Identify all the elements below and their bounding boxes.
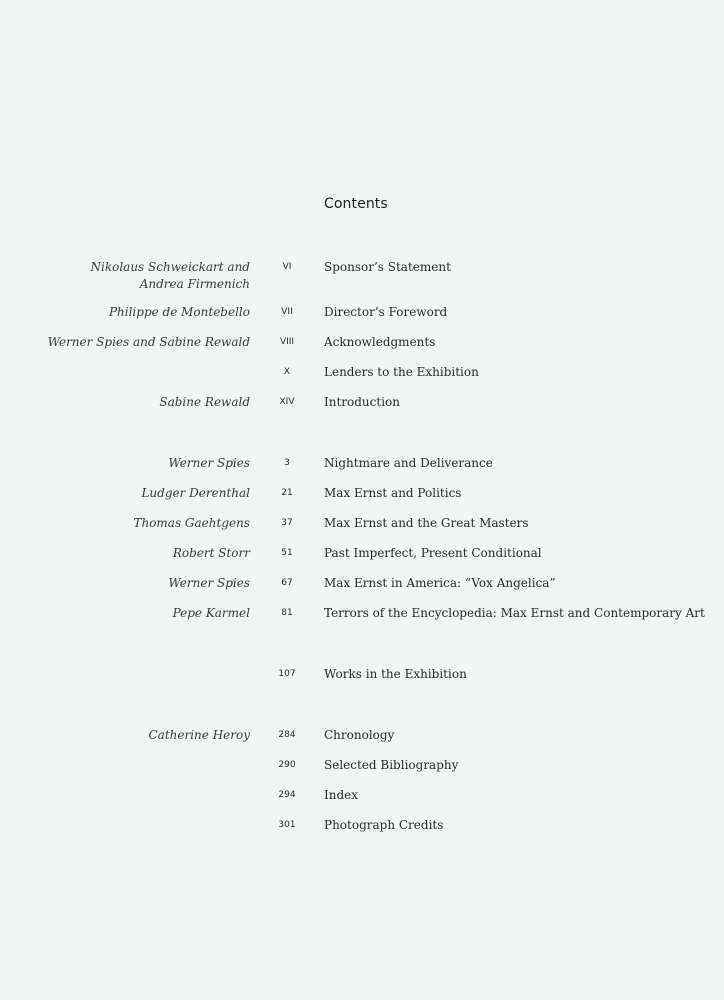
toc-page-number: 284	[278, 730, 296, 740]
toc-author-line: Andrea Firmenich	[139, 277, 250, 291]
toc-page-number: 21	[281, 488, 293, 498]
toc-page-number: 81	[281, 608, 293, 618]
toc-author: Werner Spies and Sabine Rewald	[47, 335, 250, 349]
toc-author-line: Nikolaus Schweickart and	[90, 260, 250, 274]
toc-title[interactable]: Selected Bibliography	[324, 758, 459, 772]
toc-page-number: XIV	[279, 397, 295, 407]
toc-page-number: VI	[282, 262, 292, 272]
toc-title[interactable]: Max Ernst and Politics	[324, 486, 462, 500]
toc-page-number: 3	[284, 458, 290, 468]
toc-author: Thomas Gaehtgens	[133, 516, 250, 530]
toc-title[interactable]: Nightmare and Deliverance	[324, 456, 493, 470]
toc-author: Robert Storr	[172, 546, 250, 560]
toc-title[interactable]: Past Imperfect, Present Conditional	[324, 546, 542, 560]
toc-title[interactable]: Director’s Foreword	[324, 305, 448, 319]
toc-author: Ludger Derenthal	[141, 486, 250, 500]
toc-title[interactable]: Sponsor’s Statement	[324, 260, 451, 274]
toc-title[interactable]: Index	[324, 788, 359, 802]
toc-page-number: 301	[278, 820, 296, 830]
toc-page-number: X	[283, 367, 291, 377]
toc-page-number: 290	[278, 760, 296, 770]
toc-page-number: VII	[281, 307, 293, 317]
toc-author: Pepe Karmel	[172, 606, 250, 620]
toc-title[interactable]: Acknowledgments	[324, 335, 436, 349]
toc-page-number: 294	[278, 790, 296, 800]
toc-author: Catherine Heroy	[148, 728, 250, 742]
toc-title[interactable]: Max Ernst and the Great Masters	[324, 516, 529, 530]
page-title: Contents	[324, 196, 388, 212]
toc-author	[40, 259, 250, 293]
toc-title[interactable]: Max Ernst in America: “Vox Angelica”	[324, 576, 556, 590]
toc-author: Werner Spies	[168, 576, 250, 590]
toc-title[interactable]: Works in the Exhibition	[324, 667, 467, 681]
toc-page-number: 107	[278, 669, 296, 679]
toc-page-number: VIII	[279, 337, 295, 347]
toc-page-number: 51	[281, 548, 293, 558]
toc-author: Sabine Rewald	[159, 395, 250, 409]
toc-title[interactable]: Chronology	[324, 728, 395, 742]
toc-author: Werner Spies	[168, 456, 250, 470]
toc-title[interactable]: Photograph Credits	[324, 818, 444, 832]
toc-author: Philippe de Montebello	[108, 305, 250, 319]
toc-page-number: 67	[281, 578, 293, 588]
toc-title[interactable]: Lenders to the Exhibition	[324, 365, 479, 379]
toc-title[interactable]: Terrors of the Encyclopedia: Max Ernst and Contemporary Art	[324, 606, 705, 620]
toc-title[interactable]: Introduction	[324, 395, 400, 409]
toc-page-number: 37	[281, 518, 293, 528]
